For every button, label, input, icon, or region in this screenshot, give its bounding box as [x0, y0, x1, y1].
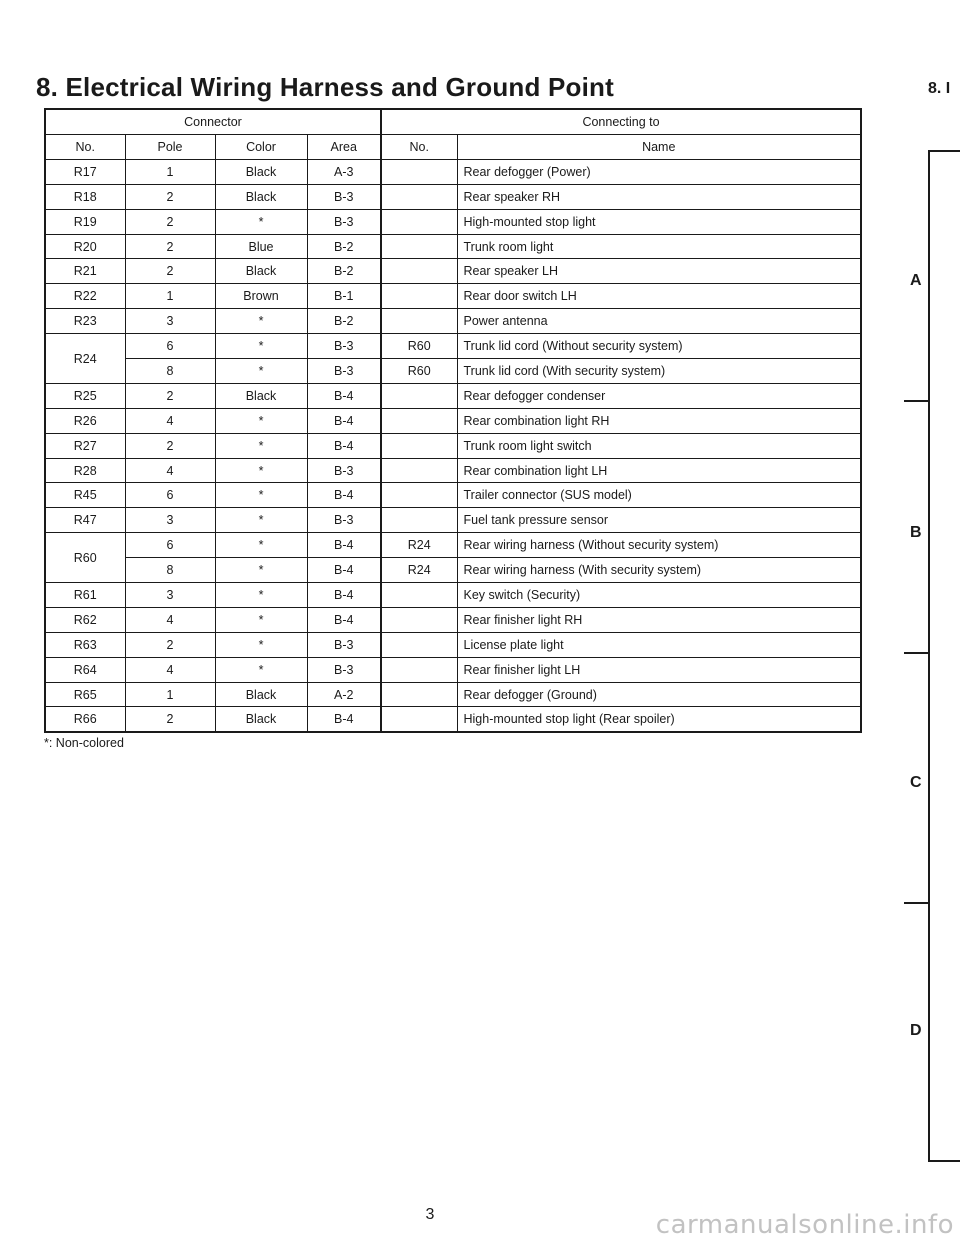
- connecting-no: [381, 433, 457, 458]
- connector-no: R25: [45, 383, 125, 408]
- side-tab-b: B: [910, 524, 922, 541]
- connecting-name: Rear speaker LH: [457, 259, 861, 284]
- connector-no: R62: [45, 607, 125, 632]
- connecting-name: Trunk lid cord (Without security system): [457, 334, 861, 359]
- area-code: B-4: [307, 433, 381, 458]
- connector-color: *: [215, 359, 307, 384]
- connector-no: R66: [45, 707, 125, 732]
- connecting-name: Rear wiring harness (Without security system): [457, 533, 861, 558]
- connecting-name: Key switch (Security): [457, 583, 861, 608]
- connecting-name: Power antenna: [457, 309, 861, 334]
- area-code: B-4: [307, 583, 381, 608]
- connecting-name: Trunk lid cord (With security system): [457, 359, 861, 384]
- table-row: [45, 682, 861, 707]
- connector-no: R65: [45, 682, 125, 707]
- group-header-row: [45, 109, 861, 135]
- connector-no: R28: [45, 458, 125, 483]
- connecting-no: [381, 408, 457, 433]
- connector-color: Brown: [215, 284, 307, 309]
- pole-count: 4: [125, 607, 215, 632]
- area-code: A-2: [307, 682, 381, 707]
- table-row: [45, 583, 861, 608]
- connecting-name: Rear defogger condenser: [457, 383, 861, 408]
- connector-color: *: [215, 508, 307, 533]
- connecting-no: R24: [381, 558, 457, 583]
- table-row: [45, 533, 861, 558]
- pole-count: 2: [125, 383, 215, 408]
- connecting-no: [381, 657, 457, 682]
- connector-color: *: [215, 209, 307, 234]
- connector-color: *: [215, 533, 307, 558]
- table-row: [45, 359, 861, 384]
- connecting-no: [381, 383, 457, 408]
- pole-count: 2: [125, 632, 215, 657]
- connector-color: *: [215, 558, 307, 583]
- connector-color: Blue: [215, 234, 307, 259]
- wiring-harness-table: [44, 108, 862, 733]
- side-divider: [904, 652, 928, 654]
- connecting-no: R60: [381, 334, 457, 359]
- connecting-name: High-mounted stop light: [457, 209, 861, 234]
- connector-color: *: [215, 334, 307, 359]
- connector-no: R17: [45, 159, 125, 184]
- pole-count: 1: [125, 159, 215, 184]
- connecting-name: License plate light: [457, 632, 861, 657]
- table-row: [45, 657, 861, 682]
- pole-count: 1: [125, 284, 215, 309]
- pole-count: 2: [125, 433, 215, 458]
- table-row: [45, 159, 861, 184]
- connector-no: R24: [45, 334, 125, 384]
- table-row: [45, 284, 861, 309]
- connecting-no: [381, 583, 457, 608]
- column-header-row: [45, 135, 861, 160]
- connecting-no: [381, 632, 457, 657]
- connector-no: R60: [45, 533, 125, 583]
- table-row: [45, 632, 861, 657]
- connector-no: R47: [45, 508, 125, 533]
- connecting-no: [381, 184, 457, 209]
- table-row: [45, 383, 861, 408]
- side-tab-a: A: [910, 272, 922, 289]
- area-code: B-3: [307, 184, 381, 209]
- connecting-no: R24: [381, 533, 457, 558]
- connecting-name: Trailer connector (SUS model): [457, 483, 861, 508]
- table-row: [45, 508, 861, 533]
- area-code: B-3: [307, 359, 381, 384]
- table-row: [45, 309, 861, 334]
- area-code: B-3: [307, 209, 381, 234]
- connector-no: R63: [45, 632, 125, 657]
- area-code: B-3: [307, 657, 381, 682]
- pole-count: 8: [125, 558, 215, 583]
- area-code: B-4: [307, 607, 381, 632]
- table-row: [45, 607, 861, 632]
- connector-no: R22: [45, 284, 125, 309]
- side-divider: [904, 902, 928, 904]
- column-header-area: Area: [307, 135, 381, 160]
- connector-color: Black: [215, 184, 307, 209]
- connecting-no: [381, 209, 457, 234]
- page-number: 3: [425, 1206, 435, 1223]
- area-code: B-3: [307, 508, 381, 533]
- connector-color: *: [215, 607, 307, 632]
- connector-no: R61: [45, 583, 125, 608]
- table-row: [45, 334, 861, 359]
- pole-count: 8: [125, 359, 215, 384]
- connecting-no: [381, 259, 457, 284]
- area-code: B-3: [307, 632, 381, 657]
- page-title: 8. Electrical Wiring Harness and Ground Point: [36, 72, 614, 102]
- connector-color: *: [215, 458, 307, 483]
- area-code: B-4: [307, 383, 381, 408]
- connecting-name: Trunk room light switch: [457, 433, 861, 458]
- side-tab-c: C: [910, 774, 922, 791]
- area-code: B-3: [307, 334, 381, 359]
- connecting-name: Rear speaker RH: [457, 184, 861, 209]
- connecting-name: Rear finisher light RH: [457, 607, 861, 632]
- area-code: B-2: [307, 309, 381, 334]
- pole-count: 6: [125, 483, 215, 508]
- connecting-name: Rear door switch LH: [457, 284, 861, 309]
- connecting-no: [381, 483, 457, 508]
- pole-count: 1: [125, 682, 215, 707]
- area-code: B-4: [307, 483, 381, 508]
- connecting-no: [381, 309, 457, 334]
- connecting-to-group-header: Connecting to: [381, 109, 861, 135]
- connecting-no: [381, 159, 457, 184]
- side-divider: [904, 400, 928, 402]
- connecting-name: Rear combination light LH: [457, 458, 861, 483]
- connector-color: *: [215, 433, 307, 458]
- table-row: [45, 234, 861, 259]
- connector-no: R23: [45, 309, 125, 334]
- table-row: [45, 209, 861, 234]
- connecting-name: High-mounted stop light (Rear spoiler): [457, 707, 861, 732]
- pole-count: 3: [125, 583, 215, 608]
- connector-no: R26: [45, 408, 125, 433]
- area-code: B-1: [307, 284, 381, 309]
- connecting-no: [381, 458, 457, 483]
- connector-color: Black: [215, 383, 307, 408]
- connector-no: R20: [45, 234, 125, 259]
- pole-count: 2: [125, 259, 215, 284]
- connector-group-header: Connector: [45, 109, 381, 135]
- area-code: B-2: [307, 259, 381, 284]
- connecting-name: Rear combination light RH: [457, 408, 861, 433]
- connecting-no: [381, 607, 457, 632]
- table-row: [45, 483, 861, 508]
- connecting-name: Fuel tank pressure sensor: [457, 508, 861, 533]
- column-header-to-no: No.: [381, 135, 457, 160]
- connector-no: R18: [45, 184, 125, 209]
- connector-no: R27: [45, 433, 125, 458]
- connector-color: Black: [215, 259, 307, 284]
- pole-count: 3: [125, 508, 215, 533]
- area-code: B-4: [307, 408, 381, 433]
- area-code: A-3: [307, 159, 381, 184]
- area-code: B-2: [307, 234, 381, 259]
- connector-color: *: [215, 657, 307, 682]
- connecting-name: Rear finisher light LH: [457, 657, 861, 682]
- table-row: [45, 408, 861, 433]
- connecting-no: [381, 234, 457, 259]
- pole-count: 6: [125, 334, 215, 359]
- column-header-pole: Pole: [125, 135, 215, 160]
- pole-count: 2: [125, 184, 215, 209]
- connector-no: R64: [45, 657, 125, 682]
- table-row: [45, 707, 861, 732]
- column-header-no: No.: [45, 135, 125, 160]
- connector-color: *: [215, 483, 307, 508]
- connector-color: *: [215, 309, 307, 334]
- connecting-no: R60: [381, 359, 457, 384]
- side-section-title: 8. I: [928, 80, 951, 97]
- table-row: [45, 458, 861, 483]
- connector-color: Black: [215, 682, 307, 707]
- connecting-name: Rear wiring harness (With security system): [457, 558, 861, 583]
- table-row: [45, 184, 861, 209]
- connector-color: *: [215, 583, 307, 608]
- connecting-no: [381, 682, 457, 707]
- connector-no: R45: [45, 483, 125, 508]
- pole-count: 2: [125, 234, 215, 259]
- column-header-name: Name: [457, 135, 861, 160]
- side-index-rail: [928, 150, 960, 1162]
- connecting-name: Trunk room light: [457, 234, 861, 259]
- connecting-no: [381, 707, 457, 732]
- connecting-name: Rear defogger (Ground): [457, 682, 861, 707]
- area-code: B-4: [307, 558, 381, 583]
- connector-color: *: [215, 632, 307, 657]
- column-header-color: Color: [215, 135, 307, 160]
- table-row: [45, 259, 861, 284]
- connecting-no: [381, 508, 457, 533]
- connecting-name: Rear defogger (Power): [457, 159, 861, 184]
- area-code: B-3: [307, 458, 381, 483]
- connector-color: *: [215, 408, 307, 433]
- watermark: carmanualsonline.info: [655, 1210, 954, 1240]
- pole-count: 4: [125, 657, 215, 682]
- table-row: [45, 433, 861, 458]
- connector-color: Black: [215, 707, 307, 732]
- footnote: *: Non-colored: [44, 736, 124, 750]
- table-row: [45, 558, 861, 583]
- area-code: B-4: [307, 707, 381, 732]
- pole-count: 2: [125, 209, 215, 234]
- pole-count: 3: [125, 309, 215, 334]
- pole-count: 4: [125, 458, 215, 483]
- connecting-no: [381, 284, 457, 309]
- connector-no: R19: [45, 209, 125, 234]
- connector-no: R21: [45, 259, 125, 284]
- side-tab-d: D: [910, 1022, 922, 1039]
- pole-count: 4: [125, 408, 215, 433]
- connector-color: Black: [215, 159, 307, 184]
- pole-count: 6: [125, 533, 215, 558]
- pole-count: 2: [125, 707, 215, 732]
- area-code: B-4: [307, 533, 381, 558]
